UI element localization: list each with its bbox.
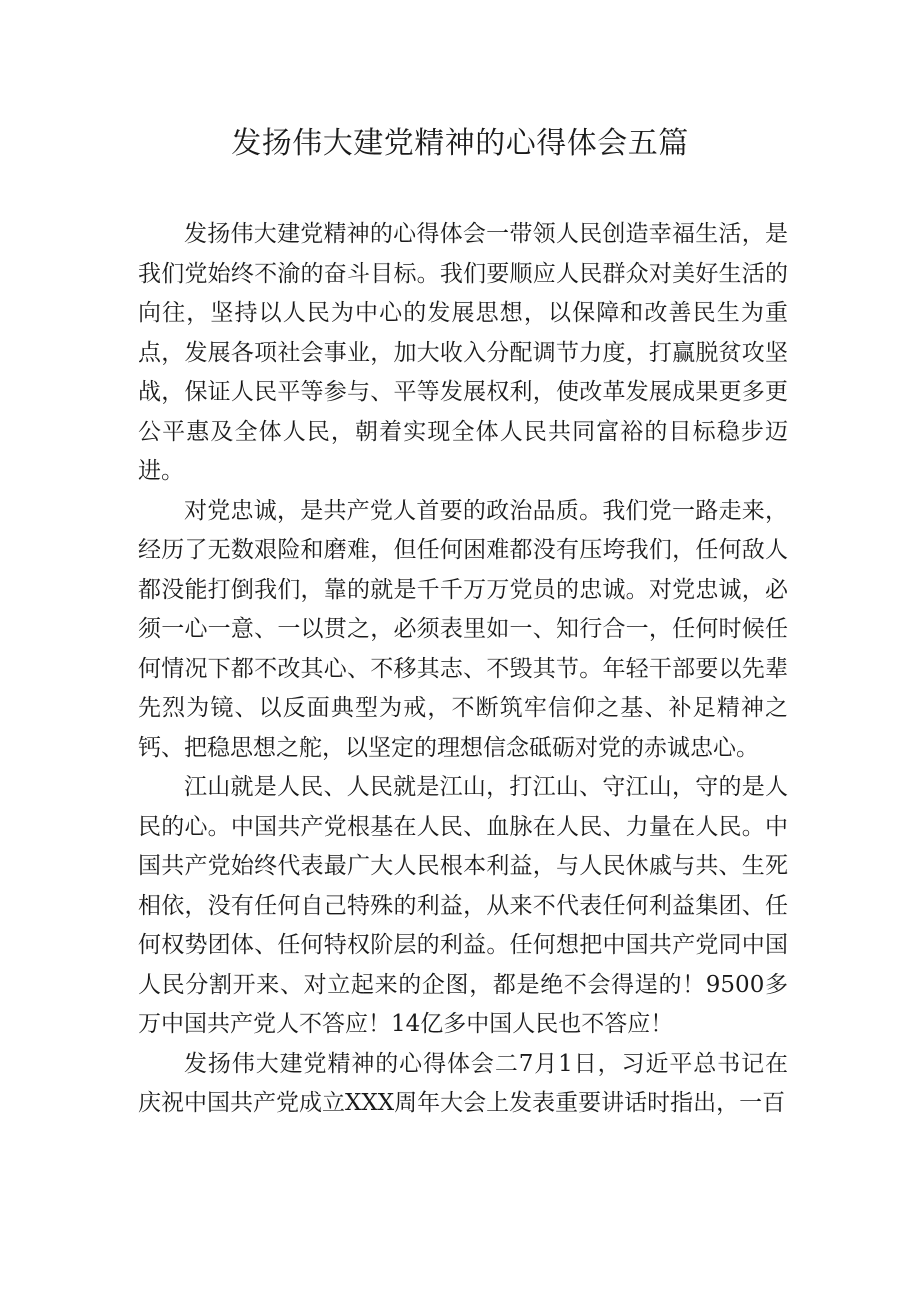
document-body [138, 215, 788, 1124]
paragraph: 对党忠诚，是共产党人首要的政治品质。我们党一路走来，经历了无数艰险和磨难，但任何困难都没有压垮我们，任何敌人都没能打倒我们，靠的就是千千万万党员的忠诚。对党忠诚，必须一心一意、一以贯之，必须表里如一、知行合一，任何时候任何情况下都不改其心、不移其志、不毁其节。年轻干部要以先辈先烈为镜、以反面典型为戒，不断筑牢信仰之基、补足精神之钙、把稳思想之舵，以坚定的理想信念砥砺对党的赤诚忠心。 [138, 497, 788, 761]
paragraph: 发扬伟大建党精神的心得体会一带领人民创造幸福生活，是我们党始终不渝的奋斗目标。我们要顺应人民群众对美好生活的向往，坚持以人民为中心的发展思想，以保障和改善民生为重点，发展各项社会事业，加大收入分配调节力度，打赢脱贫攻坚战，保证人民平等参与、平等发展权利，使改革发展成果更多更公平惠及全体人民，朝着实现全体人民共同富裕的目标稳步迈进。 [138, 221, 788, 484]
paragraph: 发扬伟大建党精神的心得体会二7月1日，习近平总书记在庆祝中国共产党成立XXX周年大会上发表重要讲话时指出，一百 [138, 1050, 788, 1116]
document-title: 发扬伟大建党精神的心得体会五篇 [231, 126, 689, 161]
paragraph: 江山就是人民、人民就是江山，打江山、守江山，守的是人民的心。中国共产党根基在人民、血脉在人民、力量在人民。中国共产党始终代表最广大人民根本利益，与人民休戚与共、生死相依，没有任何自己特殊的利益，从来不代表任何利益集团、任何权势团体、任何特权阶层的利益。任何想把中国共产党同中国人民分割开来、对立起来的企图，都是绝不会得逞的！9500多万中国共产党人不答应！14亿多中国人民也不答应！ [138, 774, 788, 1037]
